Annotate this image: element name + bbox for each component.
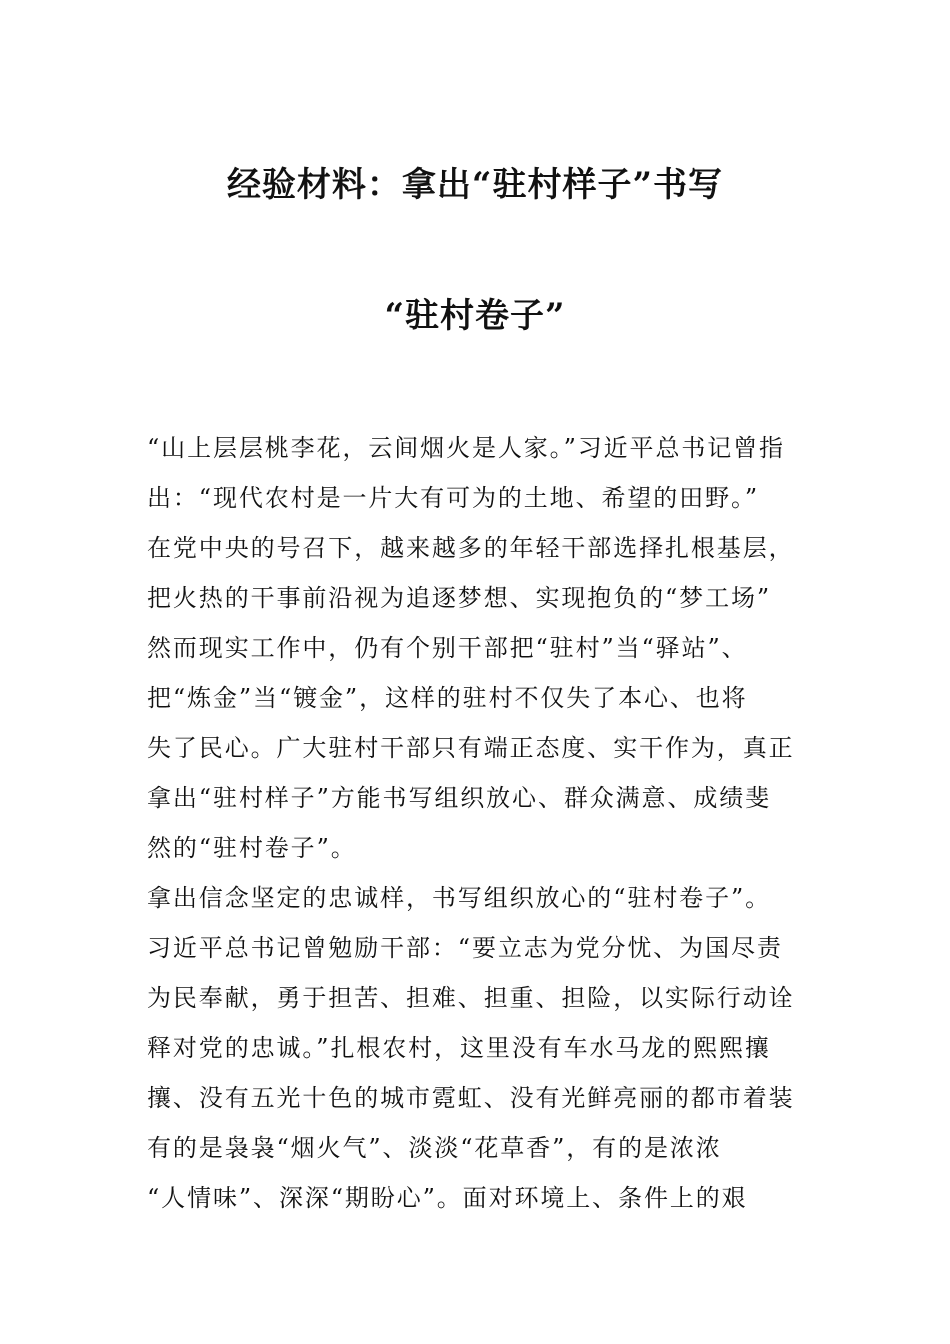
body-line: 拿出“驻村样子”方能书写组织放心、群众满意、成绩斐 bbox=[147, 784, 772, 812]
body-line: 有的是袅袅“烟火气”、淡淡“花草香”，有的是浓浓 bbox=[147, 1134, 722, 1162]
body-line: 为民奉献，勇于担苦、担难、担重、担险，以实际行动诠 bbox=[147, 984, 795, 1012]
document-title-line-1: 经验材料：拿出“驻村样子”书写 bbox=[226, 165, 724, 205]
body-line: 把“炼金”当“镀金”，这样的驻村不仅失了本心、也将 bbox=[147, 684, 748, 712]
body-line: 释对党的忠诚。”扎根农村，这里没有车水马龙的熙熙攘 bbox=[147, 1034, 771, 1062]
document-body bbox=[147, 430, 807, 1230]
section-heading-line: 拿出信念坚定的忠诚样，书写组织放心的“驻村卷子”。 bbox=[147, 884, 772, 912]
body-line: 然而现实工作中，仍有个别干部把“驻村”当“驿站”、 bbox=[147, 634, 748, 662]
body-line: 出：“现代农村是一片大有可为的土地、希望的田野。” bbox=[147, 484, 760, 512]
body-line: 把火热的干事前沿视为追逐梦想、实现抱负的“梦工场” bbox=[147, 584, 772, 612]
body-line: 习近平总书记曾勉励干部：“要立志为党分忧、为国尽责 bbox=[147, 934, 783, 962]
document-title-line-2: “驻村卷子” bbox=[384, 296, 566, 336]
body-line: “山上层层桃李花，云间烟火是人家。”习近平总书记曾指 bbox=[147, 434, 785, 462]
body-line: 攘、没有五光十色的城市霓虹、没有光鲜亮丽的都市着装 bbox=[147, 1084, 795, 1112]
body-line: 在党中央的号召下，越来越多的年轻干部选择扎根基层， bbox=[147, 534, 795, 562]
body-line: “人情味”、深深“期盼心”。面对环境上、条件上的艰 bbox=[147, 1184, 748, 1212]
body-line: 失了民心。广大驻村干部只有端正态度、实干作为，真正 bbox=[147, 734, 795, 762]
body-line: 然的“驻村卷子”。 bbox=[147, 834, 357, 862]
